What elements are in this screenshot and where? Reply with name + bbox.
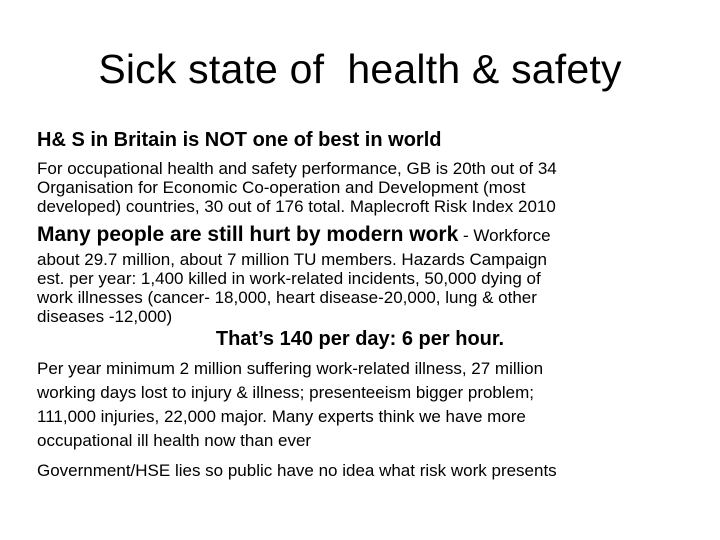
point-daily-rate: That’s 140 per day: 6 per hour.	[215, 328, 505, 350]
text-line: work illnesses (cancer- 18,000, heart disease-20,000, lung & other	[37, 288, 537, 307]
workforce-lead-tail: - Workforce	[458, 226, 551, 245]
slide-title: Sick state of health & safety	[98, 46, 622, 92]
workforce-details	[37, 250, 687, 326]
text-line: For occupational health and safety performance, GB is 20th out of 34	[37, 159, 557, 178]
point-workforce-harm	[37, 223, 687, 326]
workforce-lead-text: Many people are still hurt by modern work	[37, 223, 459, 246]
text-line: developed) countries, 30 out of 176 total. Maplecroft Risk Index 2010	[37, 197, 556, 216]
point-oecd-performance	[37, 159, 687, 216]
text-line: diseases -12,000)	[37, 307, 173, 326]
text-line: Organisation for Economic Co-operation and Development (most	[37, 178, 526, 197]
text-line: about 29.7 million, about 7 million TU members. Hazards Campaign	[37, 250, 547, 269]
point-yearly-illness	[37, 357, 687, 453]
point-britain-ranking: H& S in Britain is NOT one of best in world	[37, 129, 442, 151]
text-line: 111,000 injuries, 22,000 major. Many experts think we have more	[37, 407, 526, 426]
text-line: est. per year: 1,400 killed in work-related incidents, 50,000 dying of	[37, 269, 541, 288]
point-workforce-heading	[37, 223, 687, 247]
text-line: working days lost to injury & illness; presenteeism bigger problem;	[37, 383, 535, 402]
text-line: occupational ill health now than ever	[37, 431, 312, 450]
point-government-hse: Government/HSE lies so public have no idea what risk work presents	[37, 461, 557, 480]
text-line: Per year minimum 2 million suffering work-related illness, 27 million	[37, 359, 544, 378]
